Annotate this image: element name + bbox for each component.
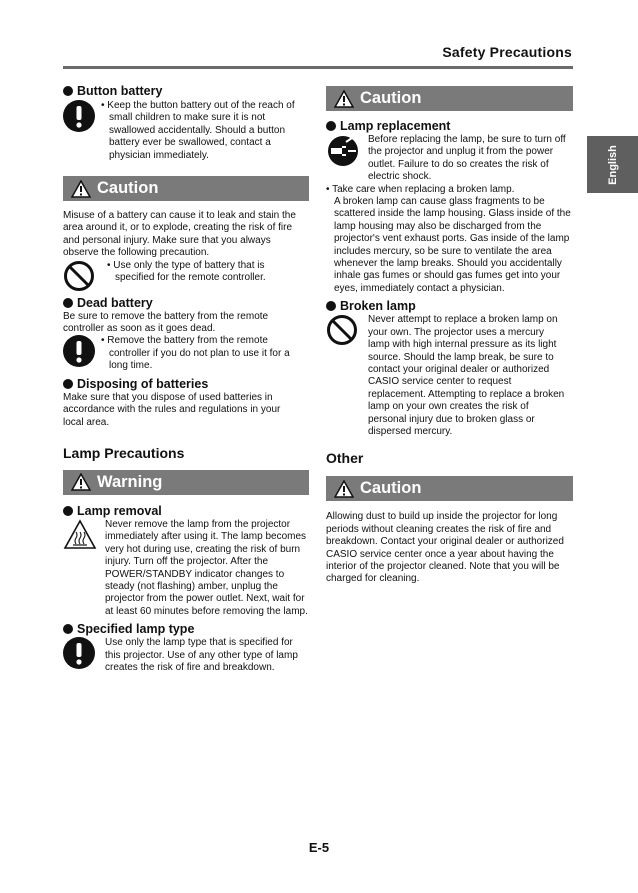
bullet-dot-icon <box>63 86 73 96</box>
unplug-icon <box>326 134 360 166</box>
lamp-replacement-heading: Lamp replacement <box>326 119 573 134</box>
header-rule <box>63 66 573 69</box>
bullet-dot-icon <box>63 298 73 308</box>
bullet-dot-icon <box>63 624 73 634</box>
prohibited-icon <box>326 314 358 346</box>
warning-triangle-icon <box>71 180 91 198</box>
hot-surface-icon <box>63 519 97 551</box>
prohibited-icon <box>63 260 95 292</box>
specified-lamp-text: Use only the lamp type that is specified for this projector. Use of any other type of lamp creates the risk of fire and breakdown. <box>105 637 298 673</box>
exclamation-icon <box>63 335 95 367</box>
warning-triangle-icon <box>334 90 354 108</box>
caution-banner-2 <box>326 86 573 111</box>
warning-label: Warning <box>97 472 163 491</box>
lamp-replacement-block <box>326 134 573 184</box>
caution-banner-1 <box>63 176 309 201</box>
other-caution-text: Allowing dust to build up inside the projector for long periods without cleaning creates the risk of fire and breakdown. Contact your original dealer or authorized CASIO service center once a year about having the interior of the projector cleaned. Note that you will be charged for cleaning. <box>326 511 564 585</box>
exclamation-icon <box>63 100 95 132</box>
bullet-dot-icon <box>63 506 73 516</box>
caution-1-text: Misuse of a battery can cause it to leak and stain the area around it, or to explode, creating the risk of fire and personal injury. Make sure that you always observe the following precaution. <box>63 210 296 259</box>
warning-triangle-icon <box>334 480 354 498</box>
broken-lamp-heading: Broken lamp <box>326 299 573 314</box>
dead-battery-bullet-block <box>63 335 309 372</box>
lamp-replacement-text: Before replacing the lamp, be sure to turn off the projector and unplug it from the power outlet. Failure to do so creates the risk of electric shock. <box>368 134 566 183</box>
lamp-replacement-bullet-lead: • Take care when replacing a broken lamp. <box>326 183 515 195</box>
other-heading: Other <box>326 450 364 467</box>
disposing-text: Make sure that you dispose of used batteries in accordance with the rules and regulations in your local area. <box>63 391 281 428</box>
bullet-dot-icon <box>63 379 73 389</box>
dead-battery-bullet-text: • Remove the battery from the remote controller if you do not plan to use it for a long time. <box>101 335 290 372</box>
broken-lamp-block <box>326 314 573 438</box>
language-tab-label: English <box>606 144 619 185</box>
broken-lamp-text: Never attempt to replace a broken lamp on your own. The projector uses a mercury lamp with high internal pressure as its light source. Should the lamp break, be sure to contact your original dealer or authorized CASIO service center to request replacement. Attempting to replace a broken lamp on your own creates the risk of personal injury due to broken glass or dispersed mercury. <box>368 314 565 437</box>
caution-label-1: Caution <box>97 179 159 198</box>
lamp-removal-block <box>63 519 309 618</box>
page-number: E-5 <box>308 840 330 855</box>
bullet-dot-icon <box>326 121 336 131</box>
lamp-replacement-bullet-text: A broken lamp can cause glass fragments to be scattered inside the lamp housing. Glass inside of the lamp housing may also be discharged from the projector's vent exhaust ports. Gas inside of the lamp includes mercury, so be sure to ventilate the area whenever the lamp breaks. Should you accidentally inhale gas fumes or should gas fumes get into your eyes, immediately contact a physician. <box>334 196 571 294</box>
bullet-dot-icon <box>326 301 336 311</box>
exclamation-icon <box>63 637 95 669</box>
specified-lamp-block <box>63 637 309 674</box>
page-header-title: Safety Precautions <box>442 44 572 60</box>
caution-label-3: Caution <box>360 479 422 498</box>
caution-banner-3 <box>326 476 573 501</box>
button-battery-heading: Button battery <box>63 84 309 99</box>
dead-battery-heading: Dead battery <box>63 296 309 311</box>
dead-battery-text: Be sure to remove the battery from the remote controller as soon as it goes dead. <box>63 310 269 335</box>
caution-label-2: Caution <box>360 89 422 107</box>
lamp-removal-heading: Lamp removal <box>63 504 309 519</box>
language-tab <box>587 136 638 193</box>
lamp-removal-text: Never remove the lamp from the projector immediately after using it. The lamp becomes very hot during use, creating the risk of burn injury. Turn off the projector. After the POWER/STANDBY indicator changes to steady (not flashing) amber, unplug the projector from the power outlet. Next, wait for at least 60 minutes before removing the lamp. <box>105 518 308 617</box>
button-battery-text: • Keep the button battery out of the reach of small children to make sure it is not swallowed accidentally. Should a button battery ever be swallowed, contact a physician immediately. <box>101 100 295 161</box>
specified-lamp-heading: Specified lamp type <box>63 622 309 637</box>
right-column <box>326 84 573 586</box>
disposing-heading: Disposing of batteries <box>63 377 309 392</box>
caution-1-bullet-text: • Use only the type of battery that is specified for the remote controller. <box>107 259 266 284</box>
warning-triangle-icon <box>71 473 91 491</box>
warning-banner <box>63 470 309 495</box>
lamp-precautions-heading: Lamp Precautions <box>63 444 185 461</box>
button-battery-block <box>63 100 309 162</box>
left-column <box>63 84 309 674</box>
caution-1-bullet-block <box>63 260 309 292</box>
